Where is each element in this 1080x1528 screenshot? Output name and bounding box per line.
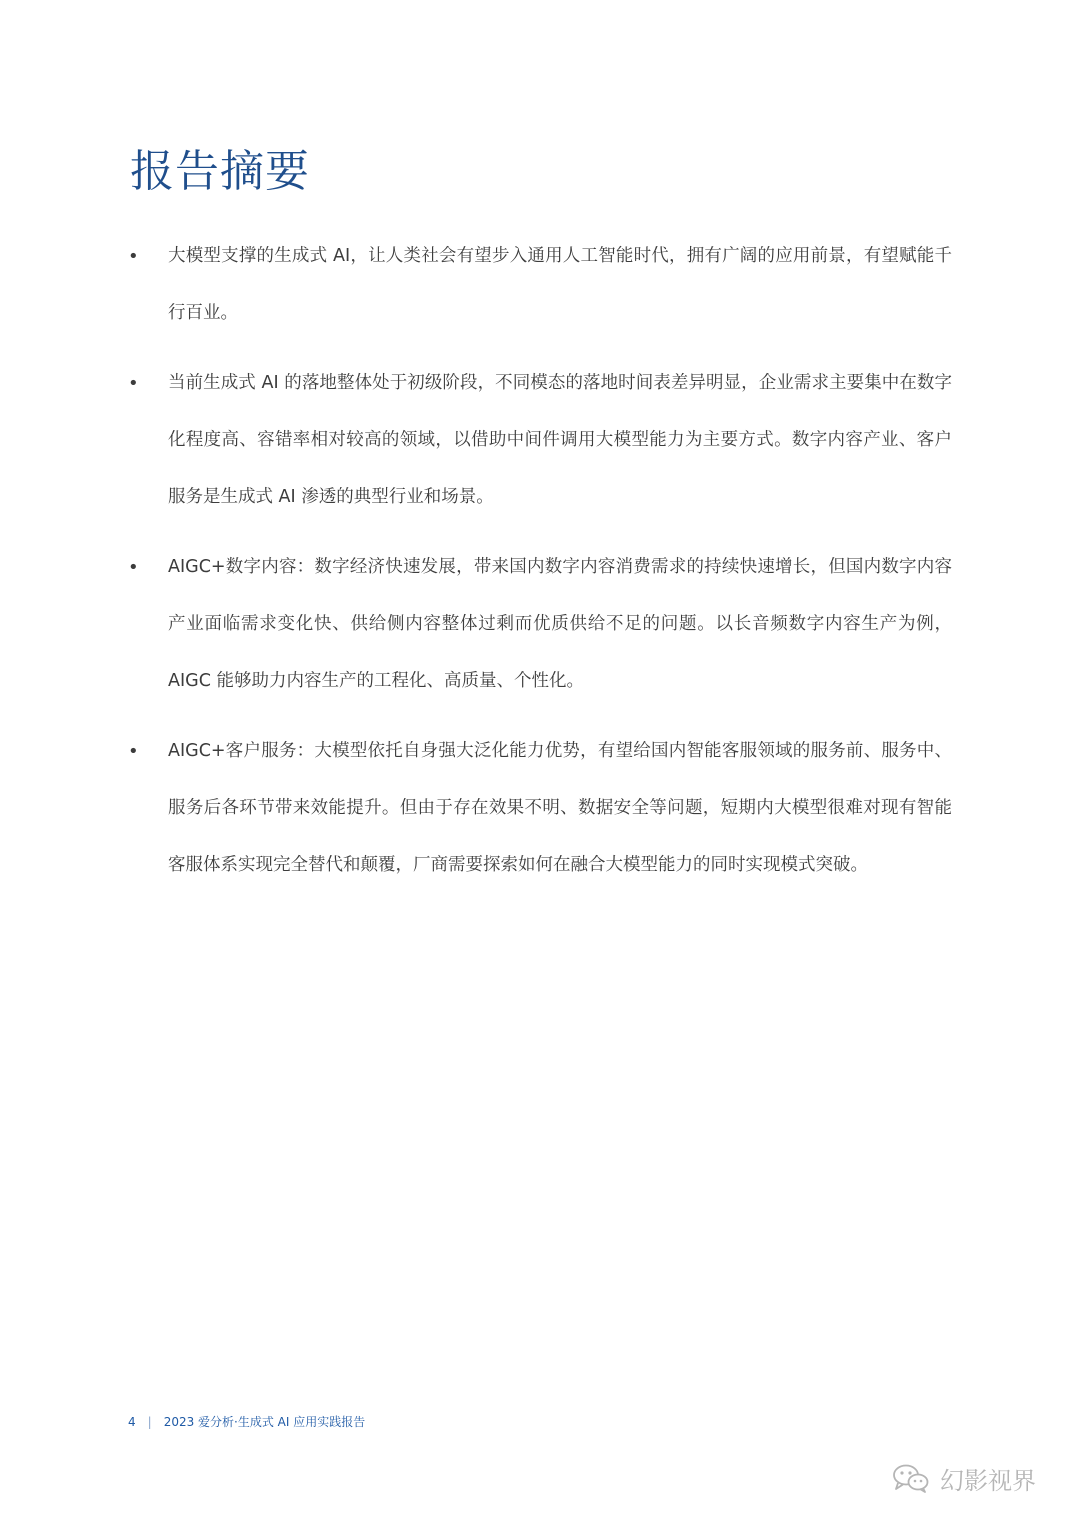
summary-text: AIGC+数字内容：数字经济快速发展，带来国内数字内容消费需求的持续快速增长，但国内数字内容产业面临需求变化快、供给侧内容整体过剩而优质供给不足的问题。以长音频数字内容生产为例，AIGC 能够助力内容生产的工程化、高质量、个性化。	[168, 557, 952, 691]
page-footer	[128, 1412, 365, 1432]
footer-report-title: 2023 爱分析·生成式 AI 应用实践报告	[163, 1415, 366, 1429]
summary-text: AIGC+客户服务：大模型依托自身强大泛化能力优势，有望给国内智能客服领域的服务前、服务中、服务后各环节带来效能提升。但由于存在效果不明、数据安全等问题，短期内大模型很难对现有智能客服体系实现完全替代和颠覆，厂商需要探索如何在融合大模型能力的同时实现模式突破。	[168, 741, 952, 875]
footer-divider: |	[147, 1415, 152, 1429]
bullet-icon: •	[128, 373, 139, 394]
bullet-icon: •	[128, 741, 139, 762]
list-item	[0, 723, 952, 894]
watermark	[892, 1458, 1036, 1498]
summary-text: 大模型支撑的生成式 AI，让人类社会有望步入通用人工智能时代，拥有广阔的应用前景，有望赋能千行百业。	[168, 246, 952, 323]
watermark-text: 幻影视界	[940, 1466, 1036, 1495]
wechat-icon	[892, 1463, 930, 1493]
bullet-icon: •	[128, 246, 139, 267]
list-item	[0, 228, 952, 342]
list-item	[0, 539, 952, 710]
page-number: 4	[128, 1415, 136, 1429]
bullet-icon: •	[128, 557, 139, 578]
summary-text: 当前生成式 AI 的落地整体处于初级阶段，不同模态的落地时间表差异明显，企业需求主要集中在数字化程度高、容错率相对较高的领域，以借助中间件调用大模型能力为主要方式。数字内容产业、客户服务是生成式 AI 渗透的典型行业和场景。	[168, 373, 952, 507]
summary-list	[0, 228, 1080, 907]
list-item	[0, 355, 952, 526]
page-title: 报告摘要	[130, 146, 310, 197]
